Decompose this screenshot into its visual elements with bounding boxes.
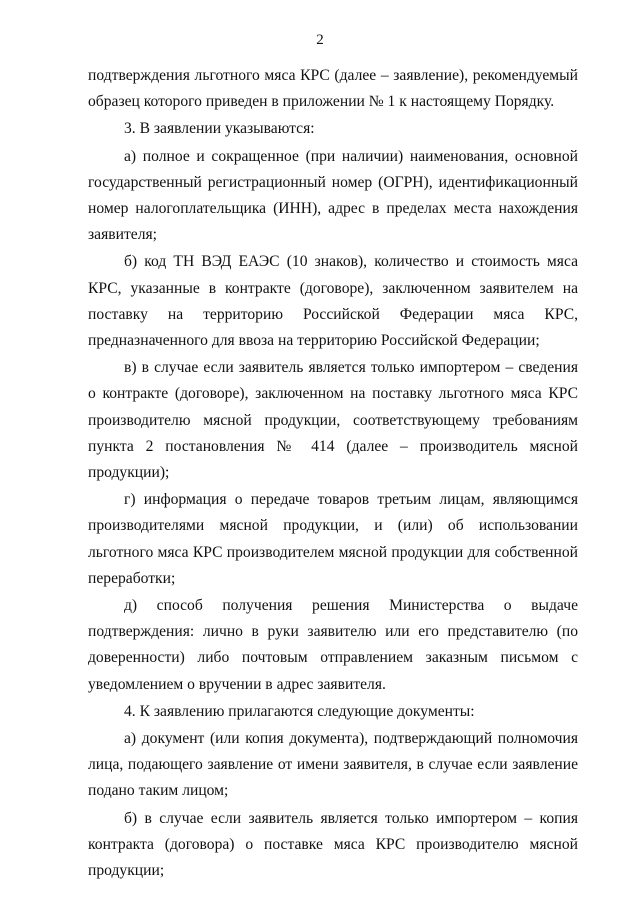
page-number: 2 <box>316 32 324 48</box>
paragraph-item-3: 3. В заявлении указываются: <box>124 120 315 138</box>
document-body <box>88 63 578 885</box>
paragraph-item-3a: а) полное и сокращенное (при наличии) наименования, основной государственный регистрационный номер (ОГРН), идентификационный номер налогоплательщика (ИНН), адрес в пределах места нахождения заявителя; <box>88 147 578 244</box>
paragraph-continuation: подтверждения льготного мяса КРС (далее – заявление), рекомендуемый образец которого приведен в приложении № 1 к настоящему Порядку. <box>88 67 578 111</box>
paragraph-item-4: 4. К заявлению прилагаются следующие документы: <box>124 702 475 720</box>
paragraph-item-3d: д) способ получения решения Министерства о выдаче подтверждения: лично в руки заявителю или его представителю (по доверенности) либо почтовым отправлением заказным письмом с уведомлением о вручении в адрес заявителя. <box>88 597 578 693</box>
paragraph-item-4a: а) документ (или копия документа), подтверждающий полномочия лица, подающего заявление от имени заявителя, в случае если заявление подано таким лицом; <box>88 730 578 800</box>
paragraph-item-3v: в) в случае если заявитель является только импортером – сведения о контракте (договоре), заключенном на поставку льготного мяса КРС производителю мясной продукции, соответствующему требованиям пункта 2 постановления № 414 (далее – производитель мясной продукции); <box>88 359 578 482</box>
paragraph-item-3b: б) код ТН ВЭД ЕАЭС (10 знаков), количество и стоимость мяса КРС, указанные в контракте (договоре), заключенном заявителем на поставку на территорию Российской Федерации мяса КРС, предназначенного для ввоза на территорию Российской Федерации; <box>88 253 578 350</box>
paragraph-item-3g: г) информация о передаче товаров третьим лицам, являющимся производителями мясной продукции, и (или) об использовании льготного мяса КРС производителем мясной продукции для собственной переработки; <box>88 491 578 587</box>
paragraph-item-4b: б) в случае если заявитель является только импортером – копия контракта (договора) о поставке мяса КРС производителю мясной продукции; <box>88 809 578 880</box>
